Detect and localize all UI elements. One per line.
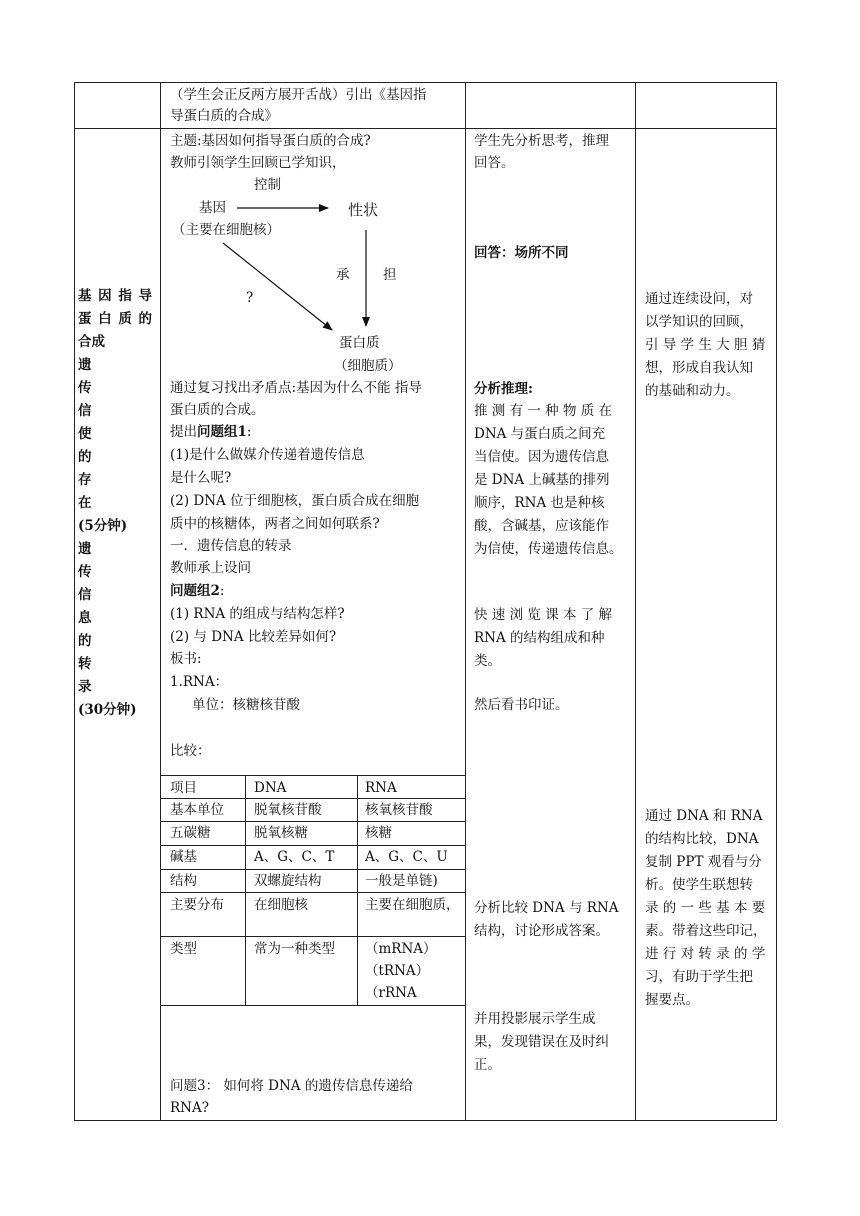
diagram-node-protein-location: （细胞质） bbox=[334, 358, 402, 374]
table-cell: 一般是单链) bbox=[365, 873, 438, 889]
intro-line: 导蛋白质的合成》 bbox=[170, 108, 278, 124]
unit-line: 单位：核糖核苷酸 bbox=[192, 697, 300, 713]
topic-line: 在 bbox=[78, 495, 92, 511]
contradiction-line: 蛋白质的合成。 bbox=[170, 402, 265, 418]
compare-label: 比较： bbox=[170, 743, 211, 759]
topic-line: 基 因 指 导 bbox=[78, 288, 152, 304]
diagram-label-control: 控制 bbox=[254, 177, 281, 193]
question-group-1-heading: 提出问题组1: bbox=[170, 424, 252, 440]
diagram-label-dan: 担 bbox=[383, 267, 397, 283]
topic-line: 存 bbox=[78, 472, 92, 488]
topic-line: 息 bbox=[78, 610, 92, 626]
student-browse: 快 速 浏 览 课 本 了 解 RNA 的结构组成和种 类。 bbox=[474, 607, 613, 669]
student-analyze: 学生先分析思考，推理 bbox=[474, 133, 609, 149]
contradiction-line: 通过复习找出矛盾点:基因为什么不能 指导 bbox=[170, 380, 422, 396]
topic-line: 的 bbox=[78, 633, 92, 649]
table-cell: 核氧核苷酸 bbox=[365, 802, 433, 818]
table-cell: 脱氧核苷酸 bbox=[254, 802, 322, 818]
topic-line: 转 bbox=[78, 656, 92, 672]
intent-paragraph-2: 通过 DNA 和 RNA 的结构比较，DNA 复制 PPT 观看与分 析。使学生联想转 录 的 一 些 基 本 要 素。带着这些印记， 进 行 对 转 录 的 学 习，有助于学生把 握要点。 bbox=[645, 808, 767, 1008]
diagram-node-trait: 性状 bbox=[348, 201, 379, 219]
table-cell: 双螺旋结构 bbox=[254, 873, 322, 889]
table-cell: 基本单位 bbox=[170, 802, 224, 818]
topic-line: 使 bbox=[78, 426, 92, 442]
topic-line: 蛋 白 质 的 bbox=[78, 311, 152, 327]
question-group-2-heading: 问题组2: bbox=[170, 583, 225, 599]
table-cell: 在细胞核 bbox=[254, 897, 308, 913]
table-cell: 结构 bbox=[170, 873, 197, 889]
intro-line: （学生会正反两方展开舌战）引出《基因指 bbox=[170, 87, 427, 103]
topic-line: 信 bbox=[78, 403, 92, 419]
table-cell: （rRNA bbox=[365, 985, 417, 1001]
table-header-dna: DNA bbox=[254, 780, 287, 796]
table-cell: 脱氧核糖 bbox=[254, 825, 308, 841]
topic-line: 的 bbox=[78, 449, 92, 465]
table-header-item: 项目 bbox=[170, 780, 197, 796]
topic-line: 合成 bbox=[78, 334, 105, 350]
diagram-label-cheng: 承 bbox=[336, 267, 350, 283]
topic-line: 遗 bbox=[78, 357, 92, 373]
arrow-gene-to-protein bbox=[223, 243, 332, 330]
rna-label: 1.RNA： bbox=[170, 674, 229, 690]
diagram-node-gene-location: （主要在细胞核） bbox=[172, 222, 280, 238]
board-label: 板书: bbox=[170, 651, 202, 667]
student-project: 并用投影展示学生成 果，发现错误在及时纠 正。 bbox=[474, 1011, 609, 1073]
question-1a: (1)是什么做媒介传递着遗传信息 bbox=[170, 447, 365, 463]
question-2-2: (2) 与 DNA 比较差异如何? bbox=[170, 629, 337, 645]
topic-line: (5分钟) bbox=[78, 518, 128, 534]
question-3: RNA? bbox=[170, 1100, 209, 1116]
continue-line: 教师承上设问 bbox=[170, 560, 251, 576]
intent-paragraph-1: 通过连续设问，对 以学知识的回顾， 引 导 学 生 大 胆 猜 想，形成自我认知 的基础和动力。 bbox=[645, 291, 766, 399]
diagram-node-protein: 蛋白质 bbox=[339, 335, 380, 351]
table-header-rna: RNA bbox=[365, 780, 397, 796]
topic-line: 遗 bbox=[78, 541, 92, 557]
student-compare: 分析比较 DNA 与 RNA 结构，讨论形成答案。 bbox=[474, 900, 619, 939]
student-check: 然后看书印证。 bbox=[474, 697, 569, 713]
table-cell: 核糖 bbox=[365, 825, 392, 841]
table-cell: A、G、C、T bbox=[254, 849, 335, 865]
question-1a: 是什么呢? bbox=[170, 470, 232, 486]
question-1b: 质中的核糖体，两者之间如何联系? bbox=[170, 516, 380, 532]
student-infer-title: 分析推理: bbox=[474, 381, 533, 397]
review-line: 教师引领学生回顾已学知识， bbox=[170, 155, 346, 171]
topic-line: 传 bbox=[78, 380, 92, 396]
table-cell: 主要分布 bbox=[170, 897, 224, 913]
student-infer: 推 测 有 一 种 物 质 在 DNA 与蛋白质之间充 当信使。因为遗传信息 是 DNA 上碱基的排列 顺序，RNA 也是种核 酸，含碱基，应该能作 为信使，传递遗传信息。 bbox=[474, 403, 623, 557]
topic-line: (30分钟) bbox=[78, 702, 137, 718]
table-cell: （tRNA） bbox=[365, 963, 430, 979]
table-cell: 类型 bbox=[170, 941, 197, 957]
question-1b: (2) DNA 位于细胞核，蛋白质合成在细胞 bbox=[170, 493, 420, 509]
question-3: 问题3： 如何将 DNA 的遗传信息传递给 bbox=[170, 1078, 413, 1094]
table-cell: 碱基 bbox=[170, 849, 197, 865]
diagram-question-mark: ? bbox=[246, 290, 254, 306]
question-2-1: (1) RNA 的组成与结构怎样? bbox=[170, 606, 345, 622]
table-cell: A、G、C、U bbox=[365, 849, 448, 865]
diagram-node-gene: 基因 bbox=[199, 200, 226, 216]
table-cell: 主要在细胞质， bbox=[365, 897, 460, 913]
table-cell: 五碳糖 bbox=[170, 825, 211, 841]
topic-line: 录 bbox=[78, 679, 92, 695]
table-cell: 常为一种类型 bbox=[254, 941, 335, 957]
section-heading-transcription: 一．遗传信息的转录 bbox=[170, 538, 292, 554]
student-analyze: 回答。 bbox=[474, 155, 515, 171]
topic-line: 信 bbox=[78, 587, 92, 603]
theme-line: 主题:基因如何指导蛋白质的合成? bbox=[170, 133, 371, 149]
table-cell: （mRNA） bbox=[365, 941, 437, 957]
topic-line: 传 bbox=[78, 564, 92, 580]
student-answer: 回答：场所不同 bbox=[474, 245, 569, 261]
